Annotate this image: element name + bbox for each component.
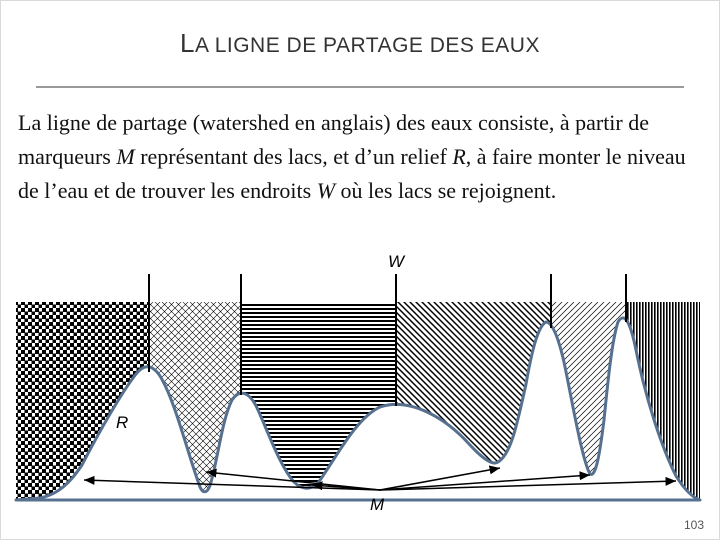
para-text-4: où les lacs se rejoignent.: [335, 178, 557, 203]
label-w: W: [388, 252, 405, 271]
para-marker-m: M: [116, 144, 135, 169]
para-watershed-w: W: [316, 178, 336, 203]
page-number: 103: [683, 518, 704, 532]
para-relief-r: R: [452, 144, 466, 169]
label-r: R: [116, 413, 129, 432]
title-first-letter: L: [180, 28, 196, 58]
para-text-2: représentant des lacs, et d’un relief: [134, 144, 453, 169]
para-text-1: La ligne de partage (watershed en anglais) des eaux consiste, à partir de marqueurs: [18, 110, 650, 169]
label-m: M: [370, 495, 385, 514]
para-text-3: , à faire monter le niveau de l’eau et de trouver les endroits: [18, 144, 686, 203]
title-rest: A LIGNE DE PARTAGE DES EAUX: [195, 34, 540, 57]
